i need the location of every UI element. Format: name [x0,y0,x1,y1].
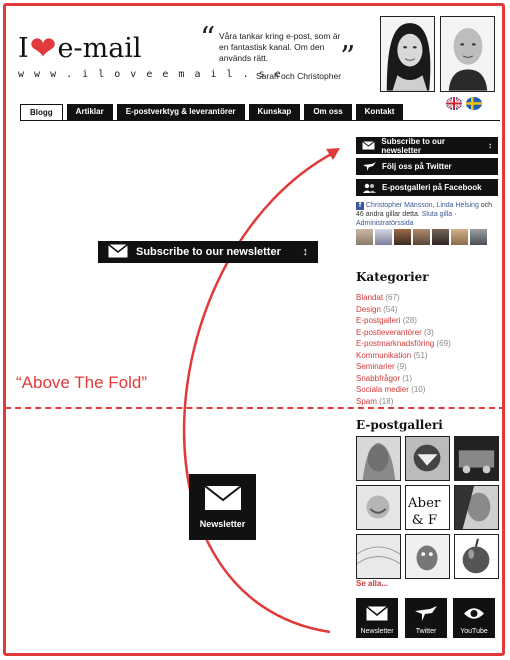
fb-avatar[interactable] [394,229,411,245]
list-item: Snabbfrågor (1) [356,373,413,383]
category-link[interactable]: Kommunikation [356,350,412,360]
list-item: Blandat (67) [356,293,400,302]
facebook-icon: f [356,202,364,210]
category-link[interactable]: Seminarier [356,362,395,371]
envelope-icon [204,485,242,513]
category-link[interactable]: Spam [356,396,377,406]
gallery-thumbnail[interactable] [356,534,401,579]
fold-dashed-line [5,407,505,409]
categories-list [356,292,451,407]
gallery-thumbnail[interactable] [405,436,450,481]
tab-e-postverktyg[interactable]: E-postverktyg & leverantörer [117,104,245,120]
portrait-sarah [380,16,435,92]
fb-avatar[interactable] [432,229,449,245]
fb-avatar[interactable] [470,229,487,245]
see-all-link[interactable]: Se alla... [356,579,389,588]
newsletter-social-button[interactable]: Newsletter [356,598,398,638]
gallery-thumbnail[interactable] [405,534,450,579]
quote-text: Våra tankar kring e-post, som är en fantastisk kanal. Om den används rätt. [219,31,341,63]
portrait-christopher [440,16,495,92]
facebook-like-box: f Christopher Mänsson, Linda Helsing och 46 andra gillar detta. Sluta gilla · Administratörssida [356,202,493,227]
youtube-social-button[interactable]: YouTube [453,598,495,638]
tab-kontakt[interactable]: Kontakt [356,104,404,120]
gallery-thumbnail[interactable] [405,485,450,530]
category-link[interactable]: Blandat [356,293,384,302]
category-link[interactable]: Sociala medier [356,385,409,394]
tab-blogg[interactable]: Blogg [20,104,63,120]
list-item: Design (54) [356,304,398,314]
tab-om-oss[interactable]: Om oss [304,104,351,120]
envelope-icon [362,141,375,151]
quote-author: Sarah och Christopher [256,71,342,81]
category-link[interactable]: E-postmarknadsföring [356,339,435,348]
twitter-social-button[interactable]: Twitter [405,598,447,638]
list-item: Spam (18) [356,396,394,406]
gallery-thumbnail[interactable] [454,534,499,579]
email-gallery [356,436,499,579]
list-item: Kommunikation (51) [356,350,428,360]
users-icon [362,183,376,193]
language-flags [446,97,482,110]
facebook-gallery-button[interactable]: E-postgalleri på Facebook [356,179,498,196]
nav-divider [20,120,500,121]
logo[interactable]: I ❤ e-mail [18,29,142,67]
list-item: E-postgalleri (28) [356,316,417,325]
gallery-title: E-postgalleri [356,418,443,432]
svg-text:Aber: Aber [407,496,441,512]
subscribe-newsletter-button-large[interactable]: Subscribe to our newsletter ↕ [98,241,318,263]
tab-kunskap[interactable]: Kunskap [249,104,301,120]
expand-arrows-icon: ↕ [302,246,308,258]
quote-open-mark: “ [200,21,216,56]
category-link[interactable]: Design [356,304,381,314]
above-the-fold-label: “Above The Fold” [16,373,148,392]
uk-flag-icon[interactable] [446,97,462,110]
twitter-follow-button[interactable]: Följ oss på Twitter [356,158,498,175]
list-item: Seminarier (9) [356,362,407,371]
subscribe-newsletter-button[interactable]: Subscribe to our newsletter ↕ [356,137,498,154]
svg-text:& F: & F [411,513,438,529]
fb-avatar[interactable] [451,229,468,245]
envelope-icon [108,244,128,261]
bird-icon [362,162,376,172]
category-link[interactable]: E-postleverantörer [356,327,422,337]
envelope-icon [366,598,388,628]
category-link[interactable]: Snabbfrågor [356,373,401,383]
category-link[interactable]: E-postgalleri [356,316,401,325]
fb-avatar[interactable] [375,229,392,245]
gallery-thumbnail[interactable] [454,436,499,481]
quote-close-mark: ” [340,40,356,75]
categories-title: Kategorier [356,270,429,284]
gallery-thumbnail[interactable] [356,485,401,530]
sweden-flag-icon[interactable] [466,97,482,110]
fb-avatar[interactable] [413,229,430,245]
gallery-thumbnail[interactable] [454,485,499,530]
eye-icon [463,598,485,628]
list-item: Sociala medier (10) [356,385,426,394]
fb-avatar[interactable] [356,229,373,245]
heart-icon: ❤ [29,29,57,67]
main-nav [20,104,403,120]
bird-icon [415,598,437,628]
expand-arrows-icon: ↕ [488,141,492,150]
tab-artiklar[interactable]: Artiklar [67,104,113,120]
site-url: w w w . i l o v e e m a i l . s e [18,69,283,80]
gallery-thumbnail[interactable] [356,436,401,481]
list-item: E-postleverantörer (3) [356,327,434,337]
list-item: E-postmarknadsföring (69) [356,339,451,348]
newsletter-tile-button[interactable]: Newsletter [189,474,256,540]
facebook-faces [356,229,487,245]
